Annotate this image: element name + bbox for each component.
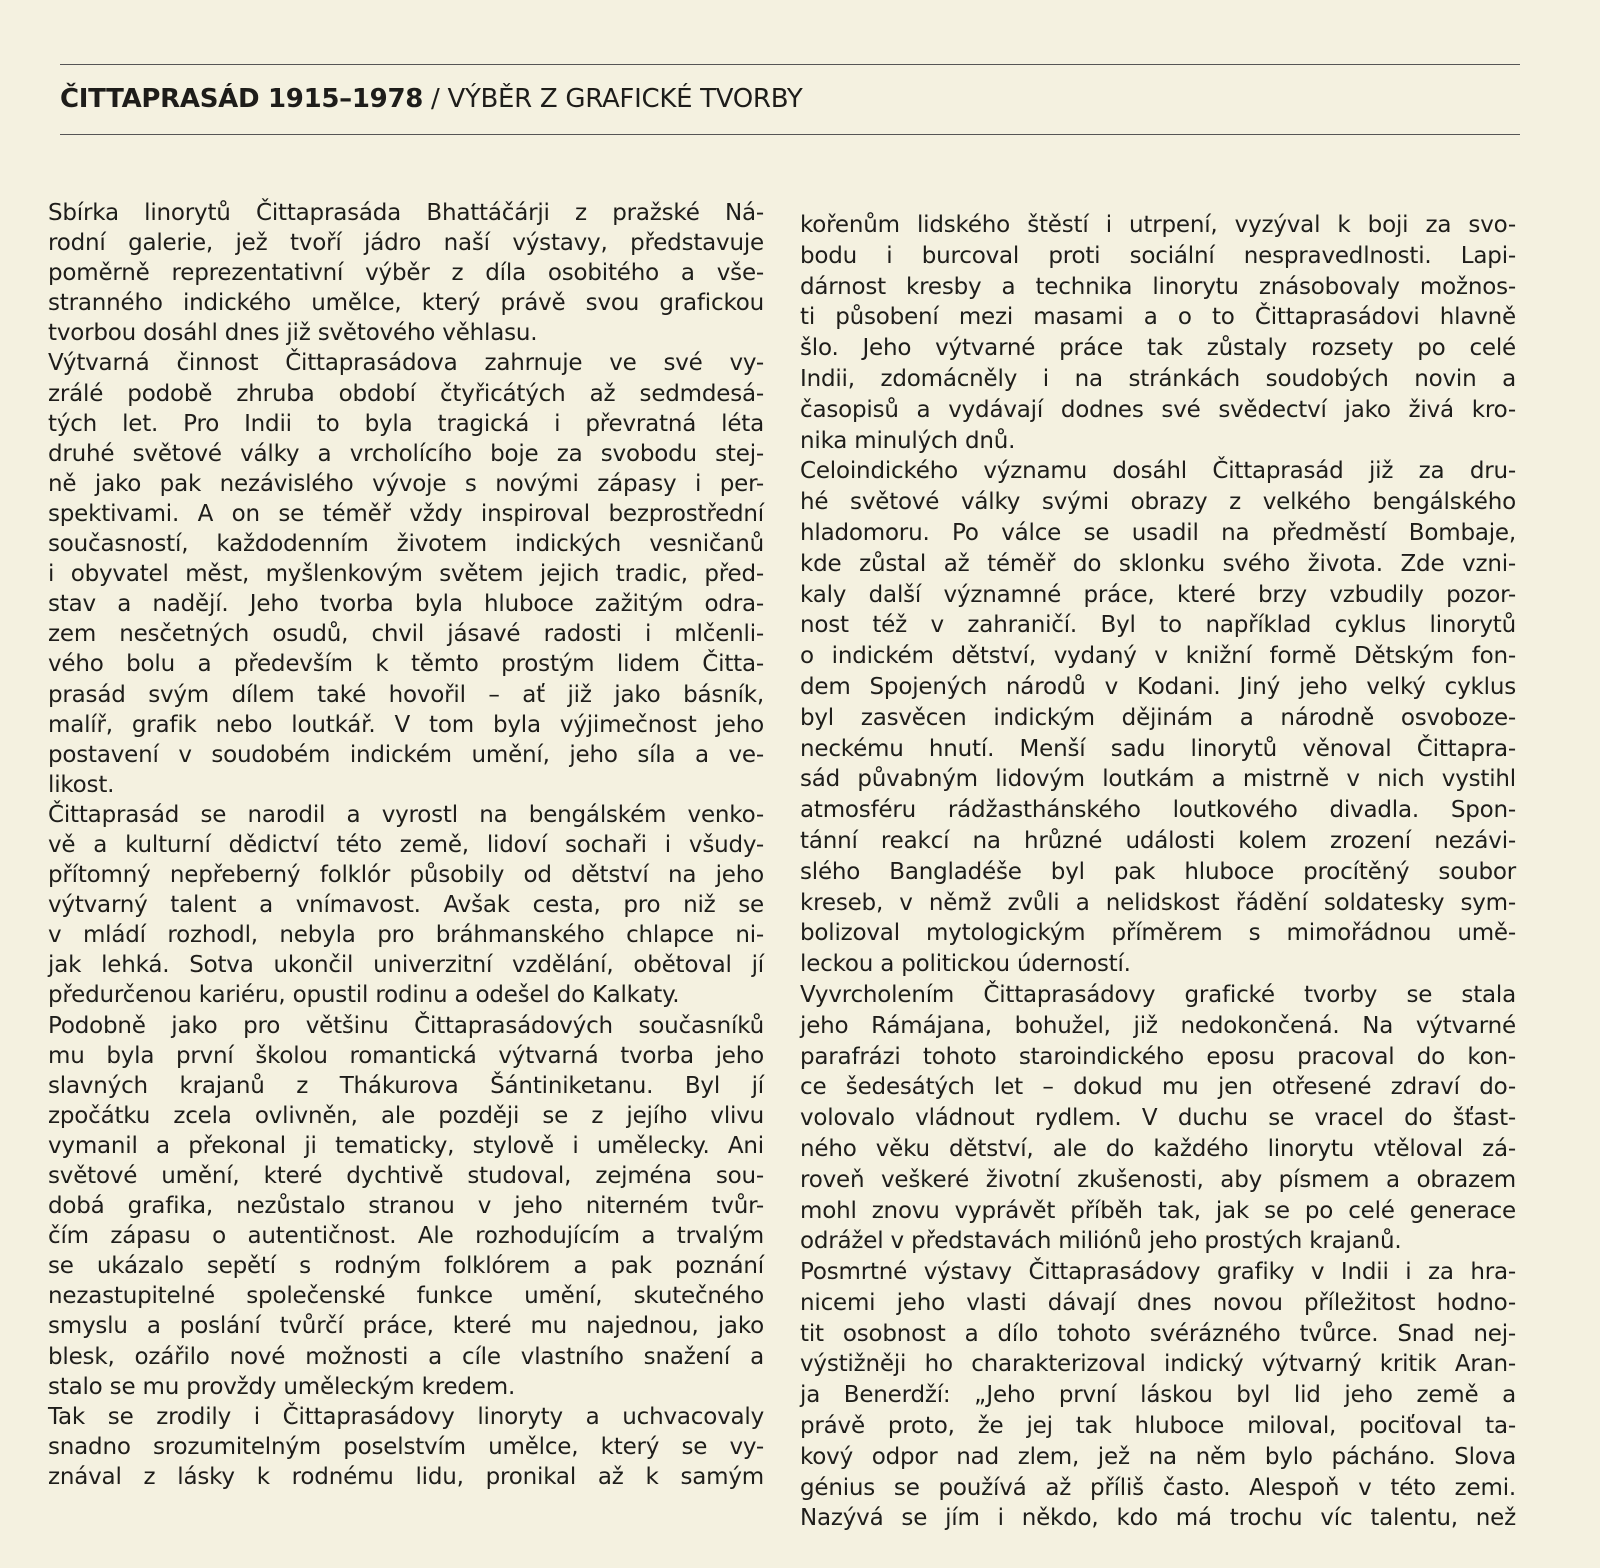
text-line: tánní reakcí na hrůzné události kolem zrození nezávi-: [800, 827, 1516, 854]
text-line: likost.: [48, 771, 115, 798]
text-line: i obyvatel měst, myšlenkovým světem jejich tradic, před-: [48, 561, 764, 588]
text-line: leckou a politickou úderností.: [800, 951, 1131, 978]
text-line: parafrázi tohoto staroindického eposu pracoval do kon-: [800, 1043, 1516, 1070]
text-line: kde zůstal až téměř do sklonku svého života. Zde vzni-: [800, 550, 1516, 577]
text-line: přítomný nepřeberný folklór působily od dětství na jeho: [48, 862, 764, 889]
text-line: Celoindického významu dosáhl Čittaprasád již za dru-: [800, 458, 1516, 485]
text-line: kaly další významné práce, které brzy vzbudily pozor-: [800, 581, 1516, 608]
text-line: Podobně jako pro většinu Čittaprasádových současníků: [48, 1012, 764, 1039]
text-line: znával z lásky k rodnému lidu, pronikal až k samým: [48, 1463, 764, 1490]
text-line: snadno srozumitelným poselstvím umělce, který se vy-: [48, 1433, 764, 1460]
text-line: se ukázalo sepětí s rodným folklórem a pak poznání: [48, 1253, 764, 1280]
text-line: ce šedesátých let – dokud mu jen otřesené zdraví do-: [800, 1074, 1516, 1101]
text-line: ti působení mezi masami a o to Čittaprasádovi hlavně: [800, 304, 1516, 331]
text-line: slého Bangladéše byl pak hluboce procítěný soubor: [800, 858, 1516, 885]
text-line: Posmrtné výstavy Čittaprasádovy grafiky v Indii i za hra-: [800, 1259, 1516, 1286]
text-line: časopisů a vydávají dodnes své svědectví jako živá kro-: [800, 396, 1516, 423]
text-line: výtvarný talent a vnímavost. Avšak cesta, pro niž se: [48, 892, 764, 919]
text-line: tvorbou dosáhl dnes již světového věhlasu.: [48, 320, 538, 347]
text-line: druhé světové války a vrcholícího boje za svobodu stej-: [48, 440, 764, 467]
header-rule: [60, 134, 1520, 135]
text-line: mu byla první školou romantická výtvarná tvorba jeho: [48, 1042, 764, 1069]
text-line: dem Spojených národů v Kodani. Jiný jeho velký cyklus: [800, 673, 1516, 700]
text-line: ja Benerdží: „Jeho první láskou byl lid jeho země a: [800, 1382, 1516, 1409]
text-line: Tak se zrodily i Čittaprasádovy linoryty a uchvacovaly: [48, 1403, 764, 1430]
text-line: Nazývá se jím i někdo, kdo má trochu víc talentu, než: [800, 1505, 1516, 1532]
text-line: slavných krajanů z Thákurova Šántiniketanu. Byl jí: [48, 1072, 764, 1099]
title-subtitle: VÝBĚR Z GRAFICKÉ TVORBY: [447, 84, 803, 114]
text-line: kořenům lidského štěstí i utrpení, vyzýval k boji za svo-: [800, 212, 1516, 238]
text-line: ně jako pak nezávislého vývoje s novými zápasy i per-: [48, 470, 764, 497]
text-line: kový odpor nad zlem, jež na něm bylo pácháno. Slova: [800, 1443, 1516, 1470]
text-line: rodní galerie, jež tvoří jádro naší výstavy, představuje: [48, 230, 764, 257]
text-line: dobá grafika, nezůstalo stranou v jeho niterném tvůr-: [48, 1193, 764, 1220]
text-line: tých let. Pro Indii to byla tragická i převratná léta: [48, 410, 764, 437]
text-line: stav a nadějí. Jeho tvorba byla hluboce zažitým odra-: [48, 591, 764, 618]
text-line: výstižněji ho charakterizoval indický výtvarný kritik Aran-: [800, 1351, 1516, 1378]
text-line: zpočátku zcela ovlivněn, ale později se z jejího vlivu: [48, 1102, 764, 1129]
text-line: byl zasvěcen indickým dějinám a národně osvoboze-: [800, 704, 1516, 731]
text-line: nezastupitelné společenské funkce umění, skutečného: [48, 1283, 764, 1310]
text-line: Sbírka linorytů Čittaprasáda Bhattáčárji z pražské Ná-: [48, 200, 764, 226]
text-line: roveň veškeré životní zkušenosti, aby písmem a obrazem: [800, 1166, 1516, 1193]
text-line: génius se používá až příliš často. Alespoň v této zemi.: [800, 1474, 1516, 1501]
text-column-left: [48, 198, 764, 1492]
text-line: blesk, ozářilo nové možnosti a cíle vlastního snažení a: [48, 1343, 764, 1370]
text-line: prasád svým dílem také hovořil – ať již jako básník,: [48, 681, 764, 708]
text-line: mohl znovu vyprávět příběh tak, jak se po celé generace: [800, 1197, 1516, 1224]
text-line: šlo. Jeho výtvarné práce tak zůstaly rozsety po celé: [800, 335, 1516, 362]
text-line: tit osobnost a dílo tohoto svérázného tvůrce. Snad nej-: [800, 1320, 1516, 1347]
text-line: zem nesčetných osudů, chvil jásavé radosti i mlčenli-: [48, 621, 764, 648]
text-line: nicemi jeho vlasti dávají dnes novou příležitost hodno-: [800, 1289, 1516, 1316]
text-line: vě a kulturní dědictví této země, lidoví sochaři i všudy-: [48, 831, 764, 858]
text-line: zrálé podobě zhruba období čtyřicátých až sedmdesá-: [48, 380, 764, 407]
text-line: spektivami. A on se téměř vždy inspiroval bezprostřední: [48, 500, 764, 527]
text-line: sád půvabným lidovým loutkám a mistrně v nich vystihl: [800, 766, 1516, 793]
text-line: stranného indického umělce, který právě svou grafickou: [48, 290, 764, 317]
text-line: jak lehká. Sotva ukončil univerzitní vzdělání, obětoval jí: [48, 952, 764, 979]
text-line: světové umění, které dychtivě studoval, zejména sou-: [48, 1163, 764, 1189]
text-line: právě proto, že jej tak hluboce miloval, pociťoval ta-: [800, 1413, 1516, 1440]
text-line: bolizoval mytologickým příměrem s mimořádnou umě-: [800, 920, 1516, 947]
text-line: v mládí rozhodl, nebyla pro bráhmanského chlapce ni-: [48, 922, 764, 949]
text-line: nost též v zahraničí. Byl to například cyklus linorytů: [800, 612, 1516, 639]
text-line: Čittaprasád se narodil a vyrostl na bengálském venko-: [48, 801, 764, 828]
text-line: bodu i burcoval proti sociální nespravedlnosti. Lapi-: [800, 242, 1516, 269]
text-line: předurčenou kariéru, opustil rodinu a odešel do Kalkaty.: [48, 982, 680, 1009]
text-line: hladomoru. Po válce se usadil na předměstí Bombaje,: [800, 519, 1516, 546]
text-line: současností, každodenním životem indických vesničanů: [48, 531, 764, 558]
text-line: stalo se mu provždy uměleckým kredem.: [48, 1373, 516, 1400]
text-line: Indii, zdomácněly i na stránkách soudobých novin a: [800, 365, 1516, 392]
text-line: vymanil a překonal ji tematicky, stylově i umělecky. Ani: [48, 1132, 764, 1159]
text-line: malíř, grafik nebo loutkář. V tom byla výjimečnost jeho: [48, 711, 764, 738]
text-line: jeho Rámájana, bohužel, již nedokončená. Na výtvarné: [800, 1012, 1516, 1039]
text-column-right: [800, 210, 1516, 1534]
text-line: Výtvarná činnost Čittaprasádova zahrnuje ve své vy-: [48, 350, 764, 377]
text-line: dárnost kresby a technika linorytu znásobovaly možnos-: [800, 273, 1516, 300]
text-line: ného věku dětství, ale do každého linorytu vtěloval zá-: [800, 1135, 1516, 1162]
text-line: volovalo vládnout rydlem. V duchu se vracel do šťast-: [800, 1105, 1516, 1132]
text-line: postavení v soudobém indickém umění, jeho síla a ve-: [48, 741, 764, 768]
text-line: hé světové války svými obrazy z velkého bengálského: [800, 489, 1516, 516]
title-separator: /: [431, 84, 440, 114]
title-bold: ČITTAPRASÁD 1915–1978: [60, 84, 424, 114]
text-line: Vyvrcholením Čittaprasádovy grafické tvorby se stala: [800, 981, 1516, 1008]
text-line: poměrně reprezentativní výběr z díla osobitého a vše-: [48, 260, 764, 287]
top-rule: [60, 64, 1520, 65]
text-line: smyslu a poslání tvůrčí práce, které mu najednou, jako: [48, 1313, 764, 1340]
text-line: neckému hnutí. Menší sadu linorytů věnoval Čittapra-: [800, 735, 1516, 762]
text-line: o indickém dětství, vydaný v knižní formě Dětským fon-: [800, 643, 1516, 670]
text-line: kreseb, v němž zvůli a nelidskost řádění soldatesky sym-: [800, 889, 1516, 916]
text-line: nika minulých dnů.: [800, 427, 1016, 454]
text-line: odrážel v představách miliónů jeho prostých krajanů.: [800, 1228, 1402, 1255]
page-title: [60, 84, 802, 114]
text-line: čím zápasu o autentičnost. Ale rozhodujícím a trvalým: [48, 1223, 764, 1250]
text-line: atmosféru rádžasthánského loutkového divadla. Spon-: [800, 797, 1516, 824]
text-line: vého bolu a především k těmto prostým lidem Čitta-: [48, 651, 764, 678]
